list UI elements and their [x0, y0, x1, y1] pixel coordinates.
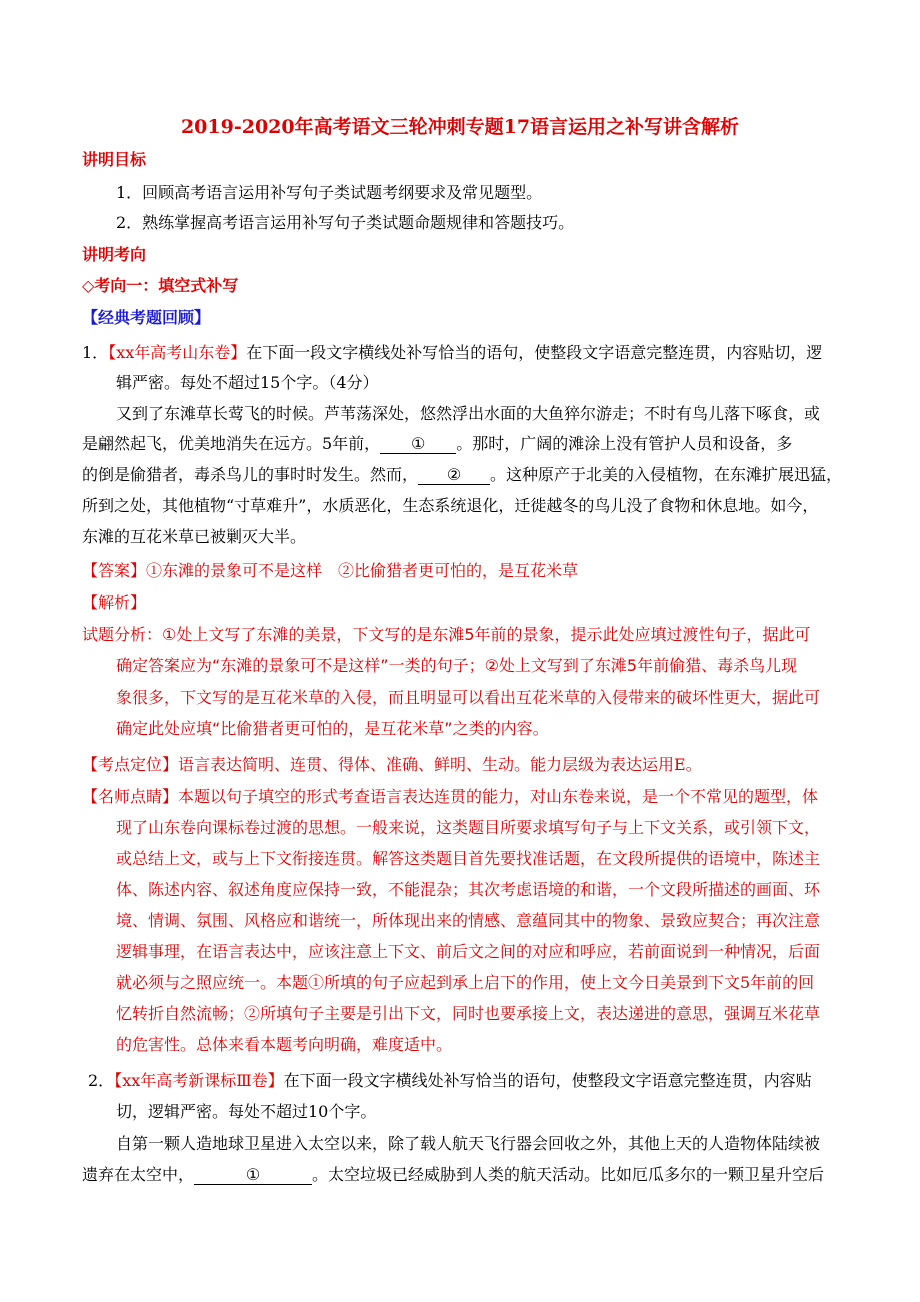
question-source: 【xx年高考新课标Ⅲ卷】 [114, 1071, 284, 1090]
mingshi-line: 现了山东卷向课标卷过渡的思想。一般来说，这类题目所要求填写句子与上下文关系，或引领下文， [116, 818, 821, 837]
question-source: 【xx年高考山东卷】 [108, 343, 247, 362]
question-prompt-text: 在下面一段文字横线处补写恰当的语句，使整段文字语意完整连贯，内容贴 [283, 1071, 812, 1090]
page-title: 2019-2020年高考语文三轮冲刺专题17语言运用之补写讲含解析 [180, 116, 740, 138]
goal-item-2: 2．熟练掌握高考语言运用补写句子类试题命题规律和答题技巧。 [116, 213, 575, 232]
passage-line: 遗弃在太空中， ① 。太空垃圾已经威胁到人类的航天活动。比如厄瓜多尔的一颗卫星升空后 [82, 1165, 825, 1184]
mingshi-line: 体、陈述内容、叙述角度应保持一致，不能混杂；其次考虑语境的和谐，一个文段所描述的画面、环 [116, 880, 821, 899]
goal-item-1: 1．回顾高考语言运用补写句子类试题考纲要求及常见题型。 [116, 183, 543, 202]
mingshi-line: 的危害性。总体来看本题考向明确，难度适中。 [116, 1035, 453, 1054]
question-2-prompt [88, 1071, 812, 1091]
mingshi-line: 境、情调、氛围、风格应和谐统一，所体现出来的情感、意蕴同其中的物象、景致应契合；再次注意 [116, 911, 821, 930]
goals-heading: 讲明目标 [82, 150, 147, 169]
mingshi-line: 就必须与之照应统一。本题①所填的句子应起到承上启下的作用，使上文今日美景到下文5年前的回 [116, 973, 815, 992]
answer-text: ①东滩的景象可不是这样 ②比偷猎者更可怕的，是互花米草 [146, 561, 579, 580]
passage-line: 自第一颗人造地球卫星进入太空以来，除了载人航天飞行器会回收之外，其他上天的人造物体陆续被 [116, 1134, 821, 1153]
question-1-prompt [82, 343, 822, 363]
question-number: 1． [82, 343, 109, 362]
direction-heading: 讲明考向 [82, 245, 147, 264]
question-number: 2． [88, 1071, 115, 1090]
analysis-line: 确定此处应填“比偷猎者更可怕的，是互花米草”之类的内容。 [116, 719, 549, 738]
answer-line [82, 561, 578, 581]
analysis-line: 试题分析：①处上文写了东滩的美景，下文写的是东滩5年前的景象，提示此处应填过渡性句子，据此可 [82, 625, 811, 644]
mingshi-line: 忆转折自然流畅；②所填句子主要是引出下文，同时也要承接上文，表达递进的意思，强调互米花草 [116, 1004, 821, 1023]
blank-1: ① [194, 1165, 312, 1185]
blank-2: ② [418, 465, 490, 485]
kaodian-text: 语言表达简明、连贯、得体、准确、鲜明、生动。能力层级为表达运用E。 [178, 755, 702, 774]
analysis-line: 象很多，下文写的是互花米草的入侵，而且明显可以看出互花米草的入侵带来的破坏性更大，据此可 [116, 688, 821, 707]
question-prompt-text: 在下面一段文字横线处补写恰当的语句，使整段文字语意完整连贯，内容贴切，逻 [246, 343, 823, 362]
classic-review-heading: 【经典考题回顾】 [82, 308, 211, 327]
question-1-prompt-cont: 辑严密。每处不超过15个字。（4分） [116, 373, 379, 392]
mingshi-line: 逻辑事理，在语言表达中，应该注意上下文、前后文之间的对应和呼应，若前面说到一种情况，后面 [116, 942, 821, 961]
passage-line: 所到之处，其他植物“寸草难升”，水质恶化，生态系统退化，迁徙越冬的鸟儿没了食物和休息地。如今， [82, 496, 819, 515]
mingshi-line: 【名师点睛】本题以句子填空的形式考查语言表达连贯的能力，对山东卷来说，是一个不常见的题型，体 [82, 787, 819, 806]
question-2-prompt-cont: 切，逻辑严密。每处不超过10个字。 [116, 1102, 377, 1121]
answer-label: 【答案】 [82, 561, 147, 580]
kaodian-label: 【考点定位】 [82, 755, 179, 774]
kaodian-line [82, 755, 702, 775]
mingshi-line: 或总结上文，或与上下文衔接连贯。解答这类题目首先要找准话题，在文段所提供的语境中，陈述主 [116, 849, 821, 868]
passage-line: 又到了东滩草长莺飞的时候。芦苇荡深处，悠然浮出水面的大鱼猝尔游走；不时有鸟儿落下啄食，或 [116, 404, 821, 423]
mingshi-label: 【名师点睛】 [82, 787, 179, 806]
analysis-line: 确定答案应为“东滩的景象可不是这样”一类的句子；②处上文写到了东滩5年前偷猎、毒杀鸟儿现 [116, 656, 798, 675]
analysis-label: 【解析】 [82, 593, 147, 612]
passage-line: 东滩的互花米草已被剿灭大半。 [82, 527, 307, 546]
passage-line: 的倒是偷猎者，毒杀鸟儿的事时时发生。然而， ② 。这种原产于北美的入侵植物，在东滩扩展迅猛， [82, 465, 843, 484]
direction-subheading: ◇考向一：填空式补写 [82, 276, 239, 295]
passage-line: 是翩然起飞，优美地消失在远方。5年前， ① 。那时，广阔的滩涂上没有管护人员和设备，多 [82, 434, 793, 453]
blank-1: ① [380, 434, 456, 454]
